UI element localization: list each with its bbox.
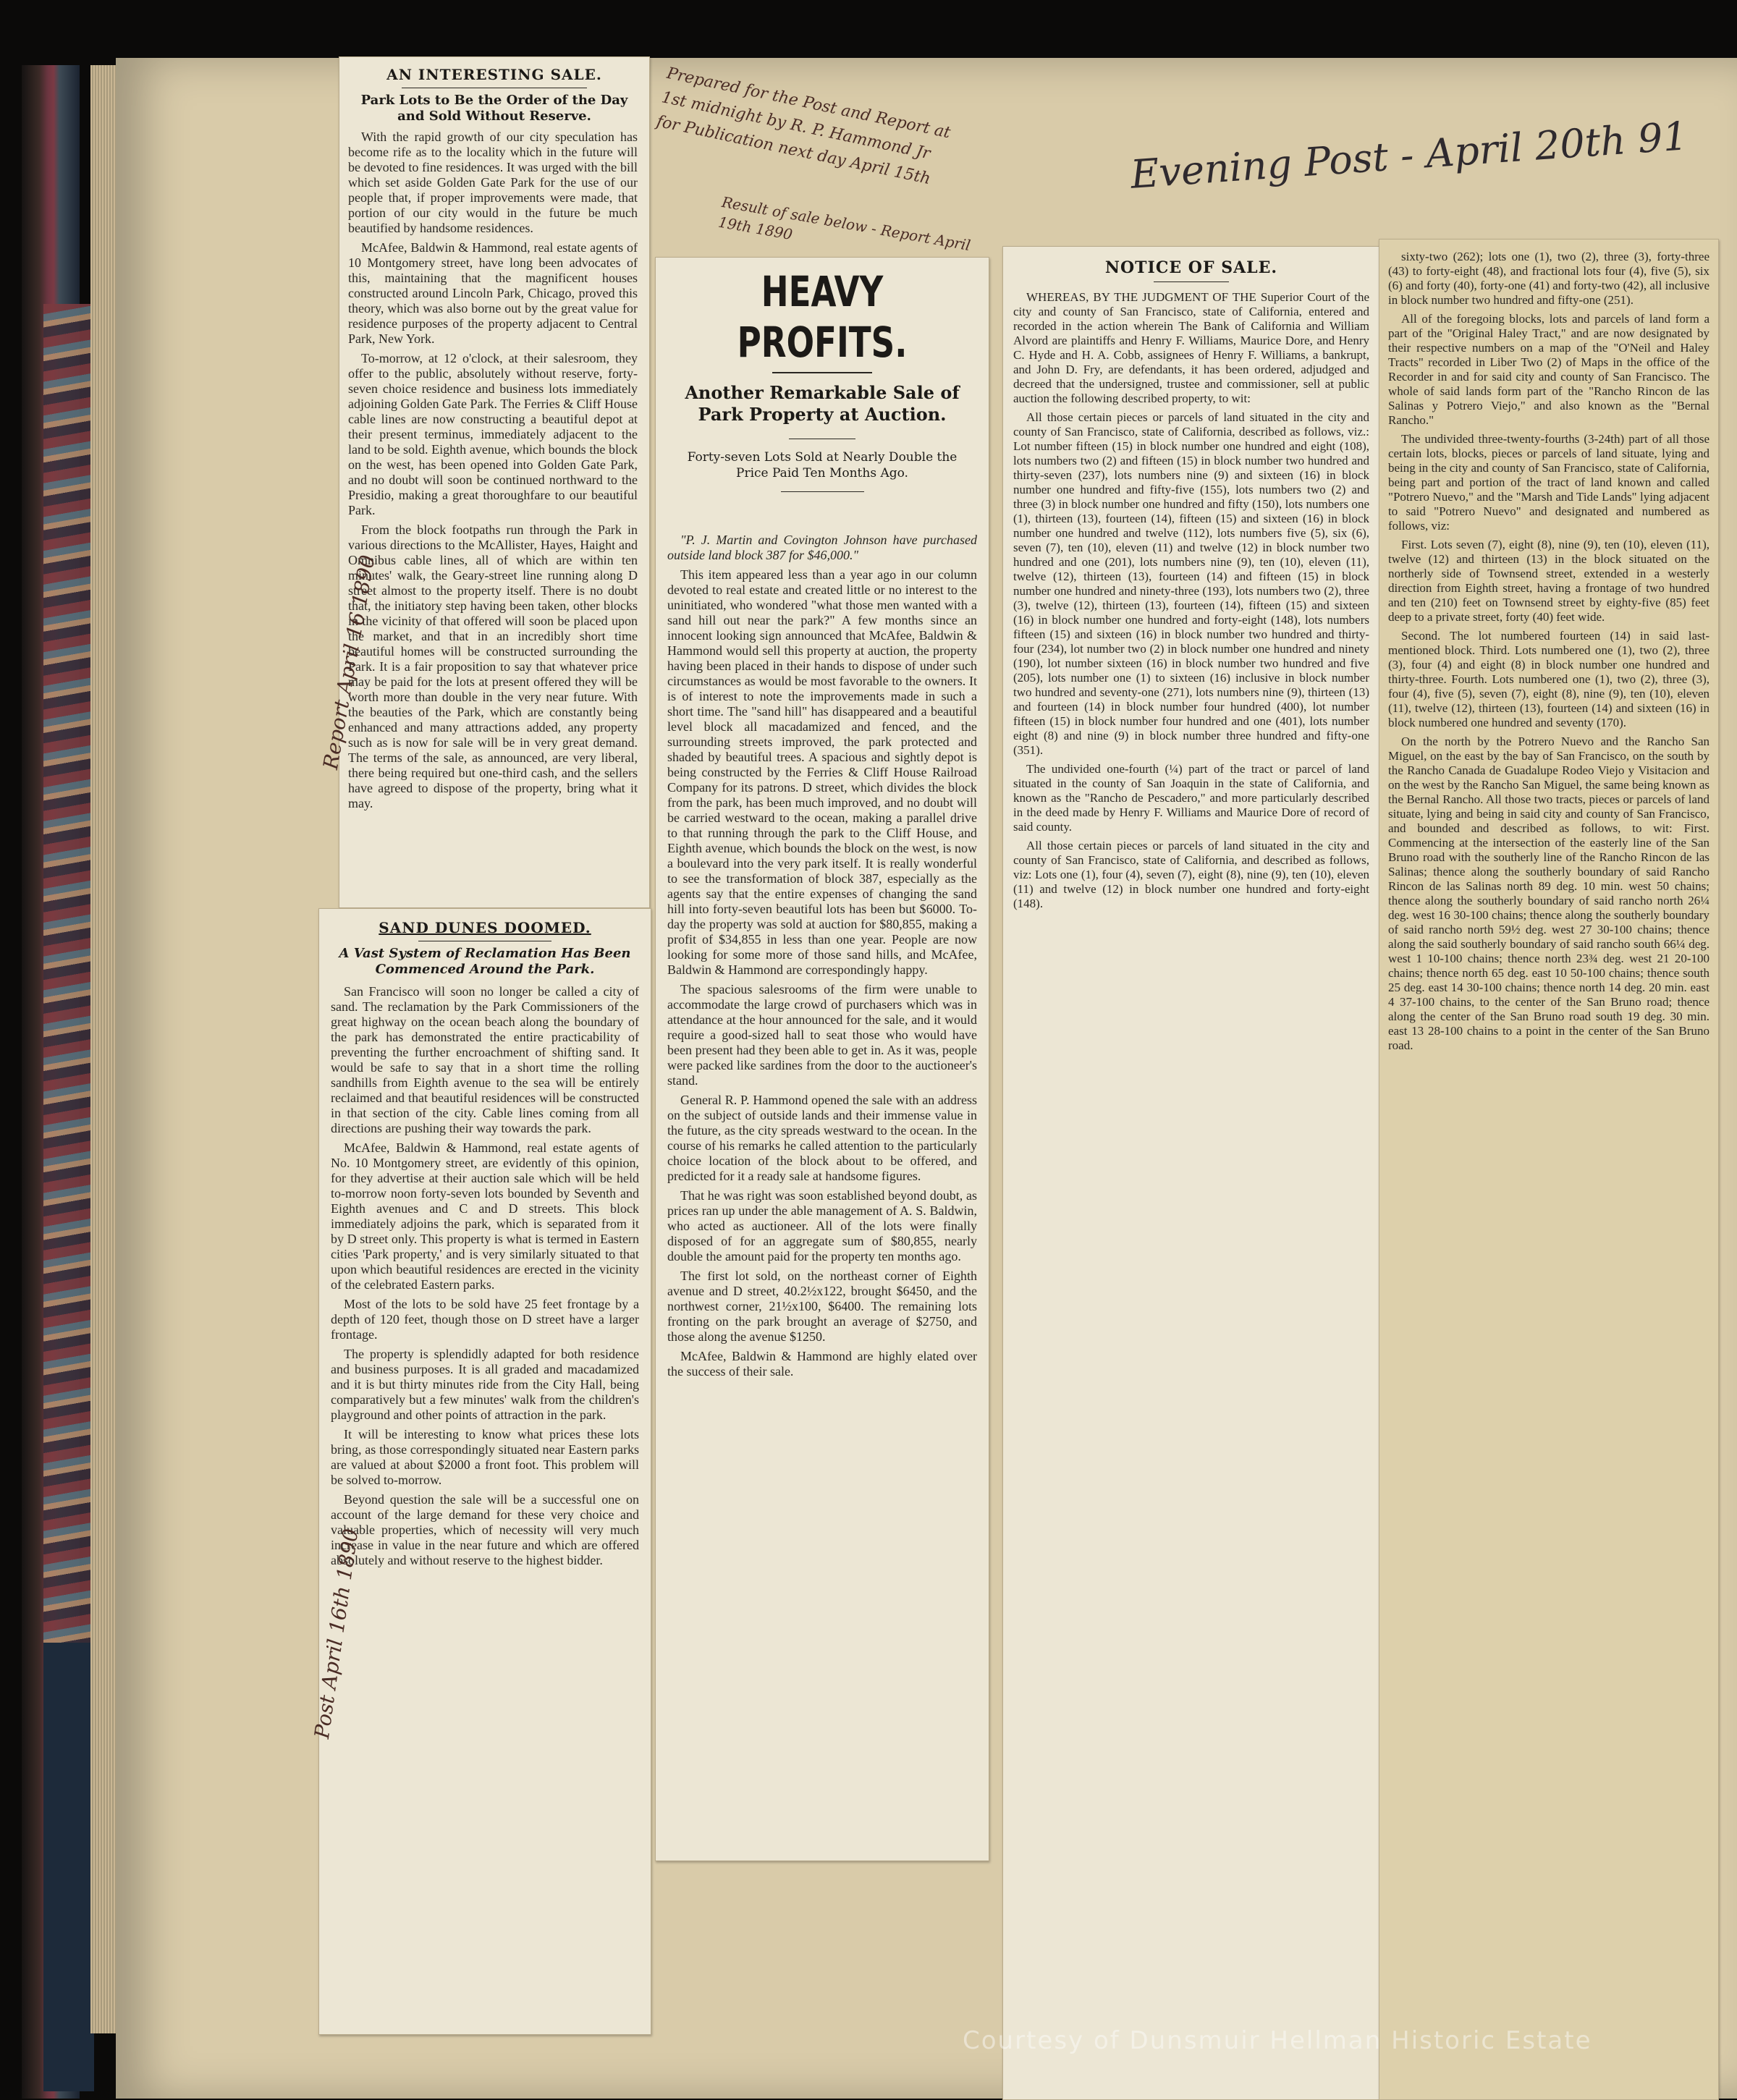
notice-paragraph: sixty-two (262); lots one (1), two (2), three (3), forty-three (43) to forty-eight (48), and fractional lots four (4), five (5), six (6) and forty (40), forty-one (41) and forty-two (42), all inclusive in block number two hundred and fifty-one (251). xyxy=(1388,250,1709,307)
handwritten-margin-post: Post April 16th 1890 xyxy=(310,1527,363,1740)
article-paragraph: General R. P. Hammond opened the sale with an address on the subject of outside lands and their immense value in the future, as the city spreads westward to the ocean. In the course of his remarks he called attention to the particularly choice location of the block about to be offered, and predicted for it a ready sale at handsome figures. xyxy=(667,1093,977,1183)
article-paragraph: McAfee, Baldwin & Hammond are highly elated over the success of their sale. xyxy=(667,1349,977,1379)
divider-rule xyxy=(772,372,872,373)
notice-paragraph: First. Lots seven (7), eight (8), nine (9), ten (10), eleven (11), twelve (12) and thirteen (13) in the block situated on the northerly side of Townsend street, extended in a westerly direction from Eighth street, having a frontage of two hundred and ten (210) feet on Townsend street by eighty-five (85) feet deep to a private street, forty (40) feet wide. xyxy=(1388,538,1709,624)
notice-paragraph: All those certain pieces or parcels of land situated in the city and county of San Francisco, state of California, described as follows, viz.: Lot number fifteen (15) in block number one hundred and eight (108), lots numbers two (2) and fifteen (15) in block number two hundred and thirty-seven (237), lots numbers nine (9) and sixteen (16) in block number one hundred and fifty-five (155), lots numbers two (2) and three (3) in block number one hundred and fifty (150), lots numbers one (1), thirteen (13), fourteen (14), fifteen (15) and sixteen (16) in block number one hundred and twelve (112), lots numbers five (5), six (6), seven (7), ten (10), eleven (11) and twelve (12) in block number two hundred and one (201), lots numbers nine (9), ten (10), eleven (11), twelve (12), thirteen (13), fourteen (14) and fifteen (15) in block number one hundred and ninety-three (193), lots numbers two (2), three (3), twelve (12), thirteen (13), fourteen (14), fifteen (15) and sixteen (16) in block number one hundred and forty-eight (148), lots numbers fifteen (15) and sixteen (16) in block number two hundred and thirty-four (234), lot number two (2) in block number one hundred and ninety (190), lot number sixteen (16) in block number two hundred and five (205), lots number one (1) to sixteen (16) inclusive in block number two hundred and seventy-one (271), lots numbers nine (9), thirteen (13) and fourteen (14) in block number four hundred (400), lot number fifteen (15) in block number four hundred and one (401), lots number eight (8) and nine (9) in block number three hundred and fifty-one (351). xyxy=(1013,410,1369,757)
article-paragraph: That he was right was soon established beyond doubt, as prices ran up under the able management of A. S. Baldwin, who acted as auctioneer. All of the lots were finally disposed of for an aggregate sum of $80,855, nearly double the amount paid for the property ten months ago. xyxy=(667,1188,977,1263)
notice-paragraph: WHEREAS, BY THE JUDGMENT OF THE Superior Court of the city and county of San Francisco, state of California, entered and recorded in the action wherein The Bank of California and William Alvord are plaintiffs and Henry F. Williams, Maurice Dore, and Henry C. Hyde and H. A. Cobb, assignees of Henry F. Williams, a bankrupt, and John D. Fry, are defendants, it has been ordered, adjudged and decreed that the undersigned, trustee and commissioner, sell at public auction the following described property, to wit: xyxy=(1013,290,1369,405)
handwritten-note-top: Prepared for the Post and Report at 1st midnight by R. P. Hammond Jr for Publication next day April 15th xyxy=(654,64,952,189)
article-paragraph: From the block footpaths run through the Park in various directions to the McAllister, Hayes, Haight and Omnibus cable lines, all of which are within ten minutes' walk, the Geary-street line running along D street almost to the property itself. There is no doubt that, the initiatory step having been taken, other blocks in the vicinity of that offered will soon be placed upon the market, and that in an incredibly short time beautiful homes will be constructed surrounding the Park. It is a fair proposition to say that whatever price may be paid for the lots at present offered they will be worth more than double in the very near future. With the beauties of the Park, which are constantly being enhanced and many attractions added, any property such as is now for sale will be in very great demand. The terms of the sale, as announced, are very liberal, there being required but one-third cash, and the sellers have agreed to dispose of the property, bring what it may. xyxy=(348,522,638,810)
divider-rule xyxy=(1154,281,1229,282)
handwritten-margin-report: Report April 16 1890 xyxy=(318,553,380,771)
notice-paragraph: The undivided three-twenty-fourths (3-24th) part of all those certain lots, blocks, pieces or parcels of land situate, lying and being in the city and county of San Francisco, state of California, being part and portion of the tract of land known and called "Potrero Nuevo," and the "Marsh and Tide Lands" lying adjacent to said "Potrero Nuevo" and designated and numbered as follows, viz: xyxy=(1388,432,1709,533)
clipping-subhead: Park Lots to Be the Order of the Day and Sold Without Reserve. xyxy=(360,93,628,124)
clipping-subhead: Another Remarkable Sale of Park Property at Auction. xyxy=(685,382,960,425)
notice-paragraph: The undivided one-fourth (¼) part of the tract or parcel of land situated in the county of San Joaquin in the state of California, and known as the "Rancho de Pescadero," and more particularly described in the deed made by Henry F. Williams and Maurice Dore of record of said county. xyxy=(1013,762,1369,834)
notice-paragraph: On the north by the Potrero Nuevo and the Rancho San Miguel, on the east by the bay of San Francisco, on the south by the Rancho Canada de Guadalupe Rodeo Viejo y Visitacion and on the west by the Rancho San Miguel, the same being known as the Bernal Rancho. All those two tracts, pieces or parcels of land situate, lying and being in said city and county of San Francisco, and bounded and described as follows, to wit: First. Commencing at the intersection of the easterly line of the San Bruno road with the southerly line of the Rancho Rincon de las Salinas; thence along the southerly boundary of said Rancho Rincon de las Salinas north 89 deg. 10 min. west 50 chains; thence along the southerly boundary of said rancho north 26¼ deg. west 16 30-100 chains; thence along the southerly boundary of said rancho north 59½ deg. west 27 30-100 chains; thence along the said southerly boundary of said rancho south 66¼ deg. west 1 10-100 chains; thence north 23¾ deg. west 21 20-100 chains; thence north 65 deg. east 10 50-100 chains; thence south 25 deg. east 14 30-100 chains; thence north 14 deg. 20 min. east 4 37-100 chains, to the center of the San Bruno road; thence along the center of the San Bruno road south 19 deg. 30 min. east 13 28-100 chains to a point in the center of the San Bruno road. xyxy=(1388,734,1709,1052)
clipping-heavy-profits xyxy=(655,257,989,1861)
article-paragraph: It will be interesting to know what prices these lots bring, as those correspondingly situated near Eastern parks are valued at about $2000 a front foot. This problem will be solved to-morrow. xyxy=(331,1427,639,1487)
clipping-headline: NOTICE OF SALE. xyxy=(1104,258,1278,277)
article-paragraph: To-morrow, at 12 o'clock, at their salesroom, they offer to the public, absolutely without reserve, forty-seven choice residence and business lots immediately adjoining Golden Gate Park. The Ferries & Cliff House cable lines are now constructing a beautiful depot at their present terminus, immediately adjacent to the land to be sold. Eighth avenue, which bounds the block on the west, has been opened into Golden Gate Park, and no doubt will soon be continued northward to the Presidio, making a great thoroughfare to our beautiful Park. xyxy=(348,351,638,517)
marbled-cover-edge xyxy=(43,304,94,1643)
clipping-headline: SAND DUNES DOOMED. xyxy=(379,919,591,936)
article-paragraph: San Francisco will soon no longer be called a city of sand. The reclamation by the Park Commissioners of the great highway on the ocean beach along the boundary of the park has demonstrated the entire practicability of preventing the further encroachment of shifting sand. It would be safe to say that in a short time the rolling sandhills from Eighth avenue to the sea will be entirely reclaimed and that beautiful residences will be constructed in that section of the city. Cable lines coming from all directions are pushing their way towards the park. xyxy=(331,984,639,1135)
notice-paragraph: Second. The lot numbered fourteen (14) in said last-mentioned block. Third. Lots numbered one (1), two (2), three (3), four (4) and eight (8) in block number one hundred and thirty-three. Fourth. Lots numbered one (1), two (2), three (3), four (4), five (5), seven (7), eight (8), nine (9), ten (10), eleven (11), twelve (12), thirteen (13), fourteen (14) and sixteen (16) in block numbered one hundred and seventy (170). xyxy=(1388,629,1709,729)
article-paragraph: McAfee, Baldwin & Hammond, real estate agents of 10 Montgomery street, have long been advocates of this, maintaining that the magnificent houses constructed around Lincoln Park, Chicago, proved this theory, which was also borne out by the great value for residence purposes of the property adjacent to Central Park, New York. xyxy=(348,240,638,346)
clipping-sand-dunes-doomed xyxy=(318,908,651,2035)
article-paragraph: This item appeared less than a year ago in our column devoted to real estate and created little or no interest to the uninitiated, who wondered "what those men wanted with a sand hill out near the park?" A few months since an innocent looking sign announced that McAfee, Baldwin & Hammond would sell this property at auction, the property having been placed in their hands to dispose of under such circumstances as would be most favorable to the owners. It is of interest to note the improvements made in such a short time. The "sand hill" has disappeared and a beautiful level block all macadamized and fenced, and the surrounding streets improved, the park protected and shaded by beautiful trees. A spacious and sightly depot is being constructed by the Ferries & Cliff House Railroad Company for its patrons. D street, which divides the block from the park, has been much improved, and no doubt will be carried westward to the ocean, making a parallel drive to that running through the park to the Cliff House, and Eighth avenue, which bounds the block on the west, is now a boulevard into the very park itself. It is really wonderful to see the transformation of block 387, especially as the agents say that the entire expenses of changing the sand hill into forty-seven beautiful lots has been but $6000. To-day the property was sold at auction for $80,855, making a profit of $34,855 in less than one year. People are now looking for some more of those sand hills, and McAfee, Baldwin & Hammond are correspondingly happy. xyxy=(667,567,977,977)
clipping-interesting-sale xyxy=(339,56,650,908)
article-paragraph: With the rapid growth of our city speculation has become rife as to the locality which in the future will be devoted to fine residences. It was urged with the bill which set aside Golden Gate Park for the use of our people that, if proper improvements were made, that portion of our city would in the future be much beautified by handsome residences. xyxy=(348,130,638,235)
clipping-subhead: A Vast System of Reclamation Has Been Commenced Around the Park. xyxy=(339,946,631,977)
watermark: Courtesy of Dunsmuir Hellman Historic Estate xyxy=(963,2026,1592,2055)
article-quote: "P. J. Martin and Covington Johnson have purchased outside land block 387 for $46,000." xyxy=(667,533,977,562)
article-paragraph: McAfee, Baldwin & Hammond, real estate agents of No. 10 Montgomery street, are evidently of this opinion, for they advertise at their auction sale which will be held to-morrow noon forty-seven lots bounded by Seventh and Eighth avenues and C and D streets. This block immediately adjoins the park, which is separated from it by D street only. This property is what is termed in Eastern cities 'Park property,' and is very similarly situated to that upon which beautiful residences are erected in the vicinity of the celebrated Eastern parks. xyxy=(331,1140,639,1292)
handwritten-note-result: Result of sale below - Report April 19th 1890 xyxy=(717,192,972,255)
divider-rule xyxy=(781,491,864,492)
clipping-notice-of-sale xyxy=(1002,246,1380,2100)
clipping-headline: AN INTERESTING SALE. xyxy=(386,66,602,83)
article-paragraph: The spacious salesrooms of the firm were unable to accommodate the large crowd of purchasers which was in attendance at the hour announced for the sale, and it would require a good-sized hall to seat those who would have been present had they been able to get in. As it was, people were packed like sardines from the door to the auctioneer's stand. xyxy=(667,982,977,1088)
clipping-deck: Forty-seven Lots Sold at Nearly Double the Price Paid Ten Months Ago. xyxy=(687,450,958,480)
clipping-notice-continued xyxy=(1379,239,1719,2100)
notice-paragraph: All those certain pieces or parcels of land situated in the city and county of San Francisco, state of California, and described as follows, viz: Lots one (1), four (4), seven (7), eight (8), nine (9), ten (10), eleven (11) and twelve (12) in block number one hundred and forty-eight (148). xyxy=(1013,839,1369,910)
article-paragraph: Beyond question the sale will be a successful one on account of the large demand for these very choice and valuable properties, which of necessity will very much increase in value in the near future and which are offered absolutely and without reserve to the highest bidder. xyxy=(331,1492,639,1567)
notice-paragraph: All of the foregoing blocks, lots and parcels of land form a part of the "Original Haley Tract," and are now designated by their respective numbers on a map of the "O'Neil and Haley Tracts" recorded in Liber Two (2) of Maps in the office of the Recorder in and for said city and county of San Francisco. The whole of said lands form part of the "Rancho Rincon de las Salinas y Potrero Viejo," and also known as the "Bernal Rancho." xyxy=(1388,312,1709,427)
article-paragraph: The first lot sold, on the northeast corner of Eighth avenue and D street, 40.2½x122, brought $6450, and the northwest corner, 21½x100, $6400. The remaining lots fronting on the park brought an average of $2750, and those along the avenue $1250. xyxy=(667,1269,977,1344)
article-paragraph: The property is splendidly adapted for both residence and business purposes. It is all graded and macadamized and it is but thirty minutes ride from the City Hall, being comparatively but a few minutes' walk from the children's playground and other points of attraction in the park. xyxy=(331,1347,639,1422)
leather-cover-corner xyxy=(43,1643,94,2091)
article-paragraph: Most of the lots to be sold have 25 feet frontage by a depth of 120 feet, though those on D street have a larger frontage. xyxy=(331,1297,639,1342)
clipping-headline: HEAVY PROFITS. xyxy=(737,267,908,367)
handwritten-date-evening-post: Evening Post - April 20th 91 xyxy=(1129,113,1689,198)
